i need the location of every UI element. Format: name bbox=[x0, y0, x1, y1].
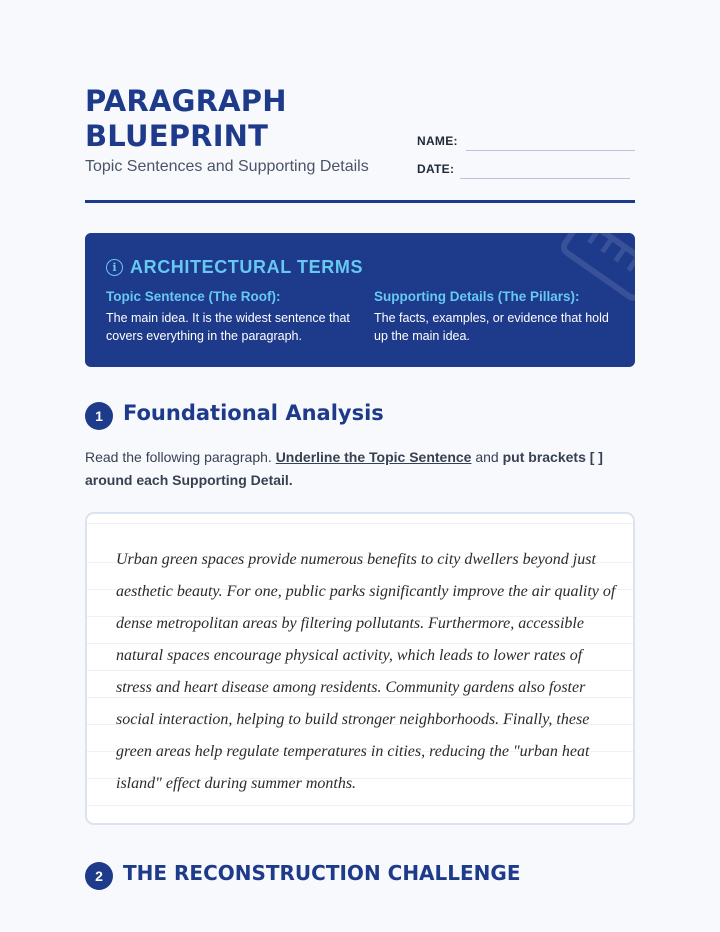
date-field[interactable] bbox=[460, 178, 630, 179]
name-label: NAME: bbox=[417, 134, 458, 148]
term-supporting-details bbox=[374, 289, 614, 345]
section-2-number: 2 bbox=[85, 862, 113, 890]
section-1-number: 1 bbox=[85, 402, 113, 430]
terms-header bbox=[106, 256, 363, 278]
header-divider bbox=[85, 200, 635, 203]
date-label: DATE: bbox=[417, 162, 455, 176]
section-1-title: Foundational Analysis bbox=[123, 401, 384, 425]
term-topic-sentence bbox=[106, 289, 356, 345]
term-name: Topic Sentence (The Roof): bbox=[106, 289, 281, 304]
title-line-1: PARAGRAPH bbox=[85, 84, 287, 118]
info-icon: i bbox=[106, 259, 123, 276]
section-2-title: THE RECONSTRUCTION CHALLENGE bbox=[123, 861, 521, 885]
paragraph-card bbox=[85, 512, 635, 825]
title-line-2: BLUEPRINT bbox=[85, 119, 269, 153]
name-field[interactable] bbox=[466, 150, 635, 151]
term-definition: The main idea. It is the widest sentence that covers everything in the paragraph. bbox=[106, 311, 350, 343]
terms-box bbox=[85, 233, 635, 367]
term-definition: The facts, examples, or evidence that hold up the main idea. bbox=[374, 311, 609, 343]
term-name: Supporting Details (The Pillars): bbox=[374, 289, 580, 304]
section-1-instructions bbox=[85, 446, 645, 492]
worksheet-title bbox=[85, 84, 287, 154]
instructions-text: Read the following paragraph. bbox=[85, 449, 276, 465]
analysis-paragraph[interactable]: Urban green spaces provide numerous benefits to city dwellers beyond just aesthetic beauty. For one, public parks significantly improve the air quality of dense metropolitan areas by filtering pollutants. Furthermore, accessible natural spaces encourage physical activity, which leads to lower rates of stress and heart disease among residents. Community gardens also foster social interaction, helping to build stronger neighborhoods. Finally, these green areas help regulate temperatures in cities, reducing the "urban heat island" effect during summer months. bbox=[116, 551, 616, 792]
worksheet-subtitle: Topic Sentences and Supporting Details bbox=[85, 158, 369, 175]
instructions-bold: put brackets [ ] around each Supporting Detail. bbox=[85, 449, 603, 488]
instructions-text: and bbox=[471, 449, 503, 465]
instructions-underline: Underline the Topic Sentence bbox=[275, 449, 472, 465]
terms-title: ARCHITECTURAL TERMS bbox=[130, 256, 364, 277]
